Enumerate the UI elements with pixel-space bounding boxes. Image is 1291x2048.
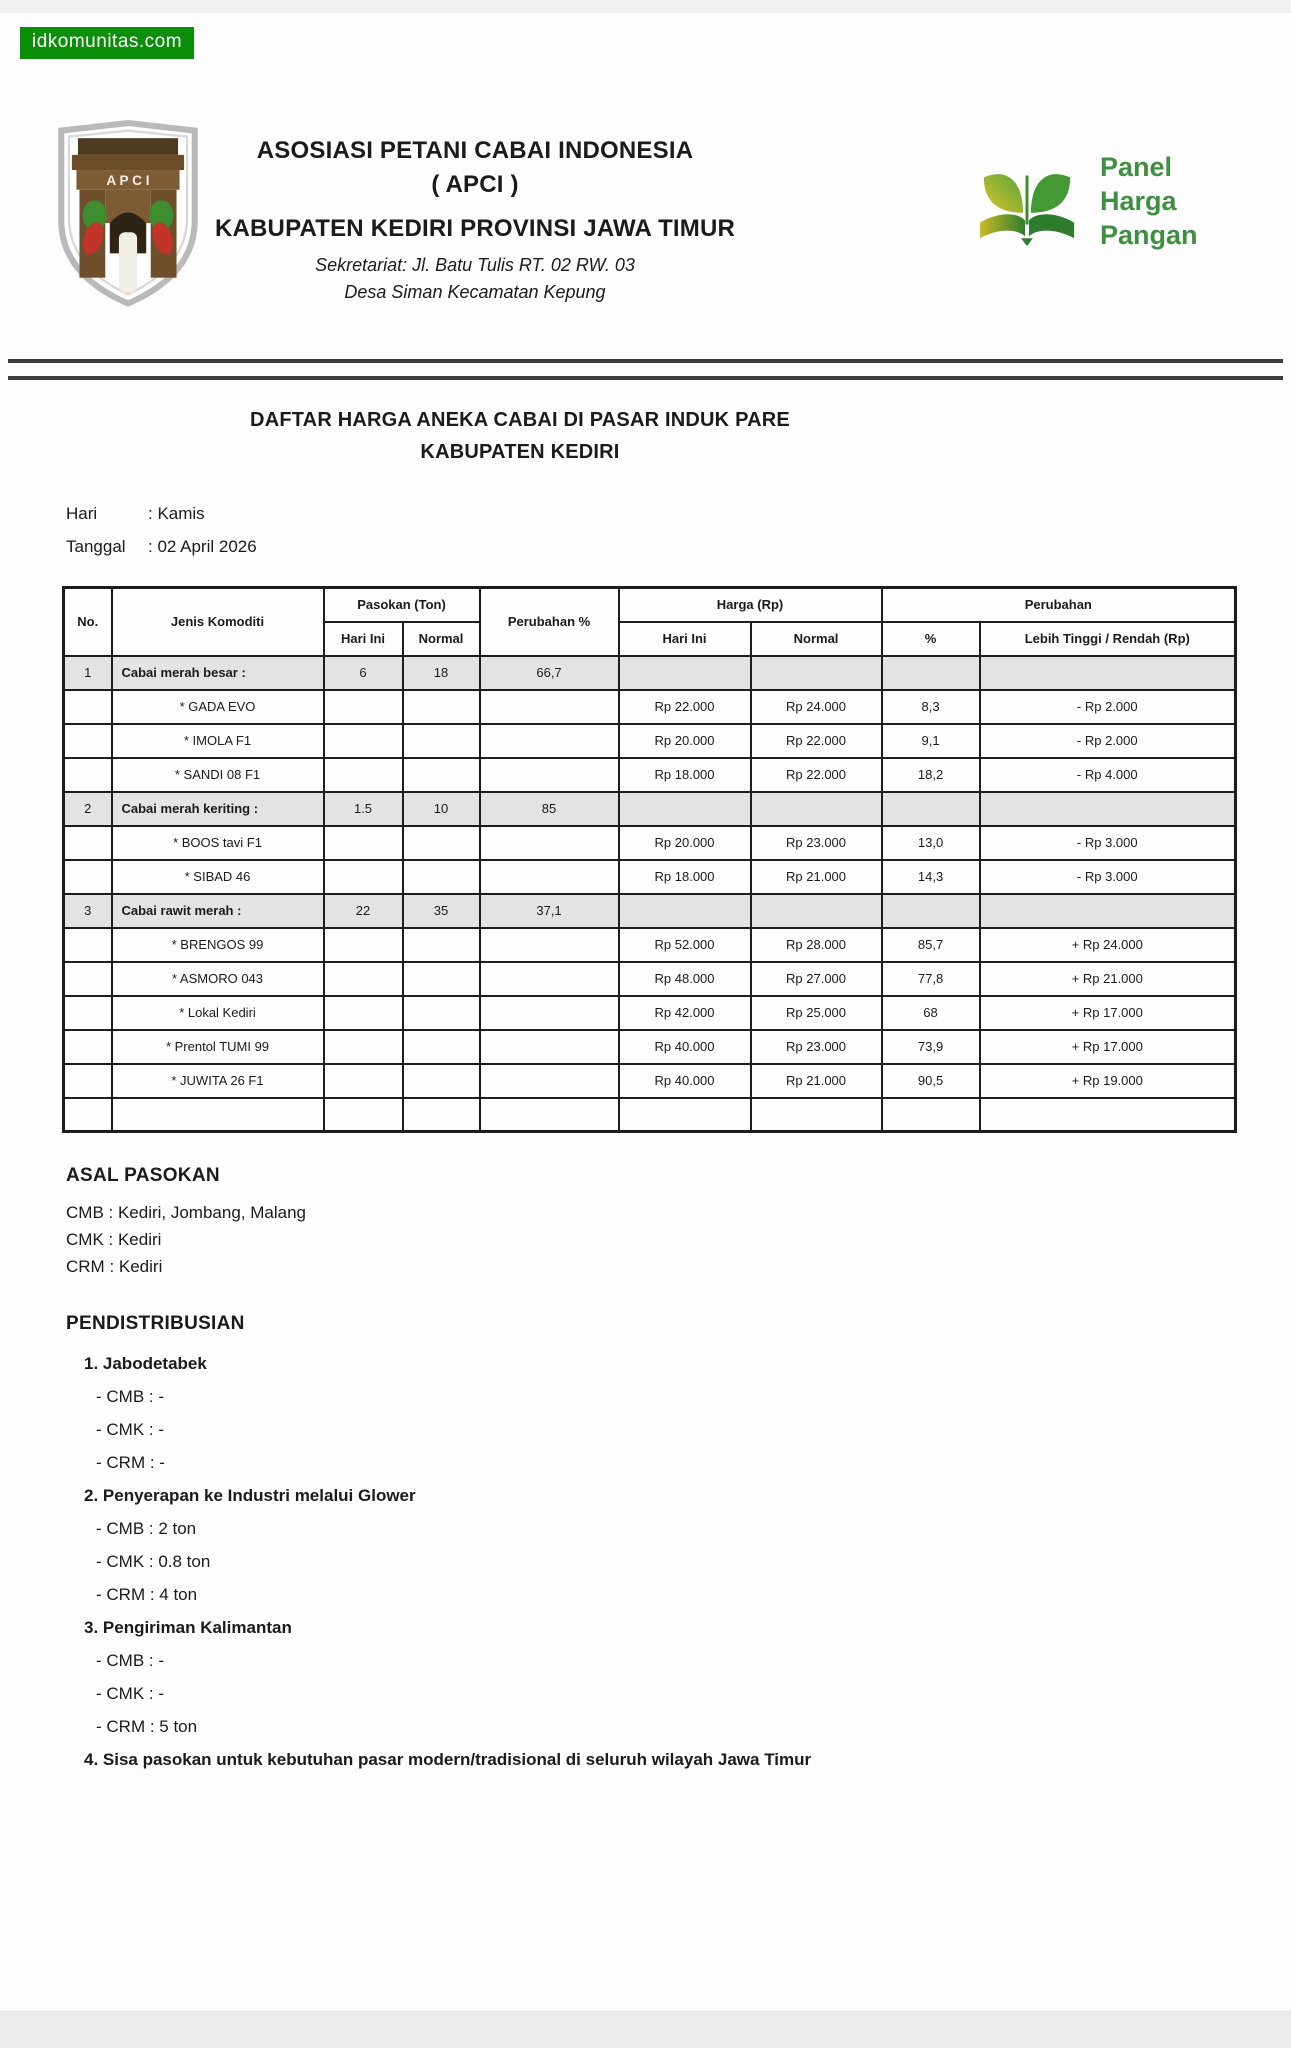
cell-diff: + Rp 21.000 — [980, 962, 1236, 996]
table-header-row-1 — [64, 588, 1236, 622]
org-name-line1: ASOSIASI PETANI CABAI INDONESIA — [256, 137, 694, 164]
document-title-line2: KABUPATEN KEDIRI — [420, 441, 620, 463]
cell-price-today: Rp 48.000 — [619, 962, 751, 996]
letterhead — [210, 136, 740, 306]
table-row — [64, 1030, 1236, 1064]
cell-supply-normal: 10 — [403, 792, 480, 826]
col-jenis-komoditi: Jenis Komoditi — [112, 588, 324, 656]
cell-pct — [882, 656, 980, 690]
cell-supply-change — [480, 724, 619, 758]
cell-no — [64, 826, 112, 860]
cell-commodity: * ASMORO 043 — [112, 962, 324, 996]
table-row-group — [64, 894, 1236, 928]
spacer-cell — [324, 1098, 403, 1132]
cell-supply-change — [480, 1030, 619, 1064]
cell-price-today: Rp 18.000 — [619, 758, 751, 792]
cell-pct: 9,1 — [882, 724, 980, 758]
col-harga-normal: Normal — [751, 622, 882, 656]
table-row — [64, 962, 1236, 996]
asal-pasokan-section — [66, 1165, 306, 1280]
cell-supply-today — [324, 724, 403, 758]
dist-item: - CRM : 5 ton — [96, 1717, 198, 1736]
table-row — [64, 724, 1236, 758]
cell-diff: + Rp 24.000 — [980, 928, 1236, 962]
cell-diff — [980, 894, 1236, 928]
panel-logo-line3: Pangan — [1100, 220, 1198, 250]
table-row — [64, 860, 1236, 894]
cell-supply-change — [480, 996, 619, 1030]
cell-pct: 8,3 — [882, 690, 980, 724]
cell-no — [64, 996, 112, 1030]
cell-commodity: * BOOS tavi F1 — [112, 826, 324, 860]
apci-shield-icon — [52, 120, 204, 308]
cell-no — [64, 928, 112, 962]
cell-pct — [882, 894, 980, 928]
cell-pct: 68 — [882, 996, 980, 1030]
col-pasokan-normal: Normal — [403, 622, 480, 656]
cell-supply-today — [324, 826, 403, 860]
cell-price-today — [619, 792, 751, 826]
org-region-line: KABUPATEN KEDIRI PROVINSI JAWA TIMUR — [214, 215, 736, 242]
cell-price-normal: Rp 27.000 — [751, 962, 882, 996]
dist-item: - CRM : - — [96, 1453, 165, 1472]
spacer-cell — [403, 1098, 480, 1132]
spacer-cell — [112, 1098, 324, 1132]
apci-logo-text: A P C I — [106, 173, 150, 189]
cell-commodity: * SANDI 08 F1 — [112, 758, 324, 792]
cell-supply-normal: 18 — [403, 656, 480, 690]
panel-harga-pangan-icon — [968, 148, 1086, 254]
watermark-badge: idkomunitas.com — [20, 27, 194, 59]
cell-price-normal — [751, 894, 882, 928]
dist-item: - CMK : - — [96, 1684, 164, 1703]
tanggal-value: : 02 April 2026 — [148, 536, 257, 556]
date-block — [66, 497, 257, 563]
table-row — [64, 826, 1236, 860]
cell-no — [64, 962, 112, 996]
cell-no — [64, 1064, 112, 1098]
cell-price-today: Rp 20.000 — [619, 724, 751, 758]
tanggal-label: Tanggal — [66, 536, 126, 556]
dist-item: - CRM : 4 ton — [96, 1585, 198, 1604]
apci-shield-logo — [52, 120, 204, 308]
document-title-line1: DAFTAR HARGA ANEKA CABAI DI PASAR INDUK PARE — [250, 409, 790, 431]
cell-price-normal: Rp 22.000 — [751, 758, 882, 792]
desa-line: Desa Siman Kecamatan Kepung — [344, 282, 606, 302]
cell-supply-normal — [403, 1030, 480, 1064]
cell-supply-change — [480, 826, 619, 860]
table-row — [64, 1064, 1236, 1098]
cell-price-today — [619, 656, 751, 690]
cell-supply-today: 6 — [324, 656, 403, 690]
sekretariat-line: Sekretariat: Jl. Batu Tulis RT. 02 RW. 03 — [315, 255, 635, 275]
table-row-group — [64, 792, 1236, 826]
spacer-cell — [64, 1098, 112, 1132]
cell-supply-normal — [403, 758, 480, 792]
table-row — [64, 758, 1236, 792]
cell-supply-change: 66,7 — [480, 656, 619, 690]
col-lebih-tinggi-rendah: Lebih Tinggi / Rendah (Rp) — [980, 622, 1236, 656]
cell-pct: 90,5 — [882, 1064, 980, 1098]
cell-price-today — [619, 894, 751, 928]
spacer-cell — [751, 1098, 882, 1132]
cell-commodity: Cabai rawit merah : — [112, 894, 324, 928]
cell-price-normal: Rp 24.000 — [751, 690, 882, 724]
cell-price-today: Rp 22.000 — [619, 690, 751, 724]
table-bottom-spacer-row — [64, 1098, 1236, 1132]
cell-supply-normal — [403, 826, 480, 860]
cell-supply-change — [480, 928, 619, 962]
spacer-cell — [480, 1098, 619, 1132]
cell-supply-normal — [403, 996, 480, 1030]
cell-supply-change — [480, 690, 619, 724]
tanggal-row — [66, 530, 257, 563]
cell-no: 2 — [64, 792, 112, 826]
cell-price-normal — [751, 656, 882, 690]
cell-supply-change — [480, 860, 619, 894]
cell-pct — [882, 792, 980, 826]
cell-commodity: * IMOLA F1 — [112, 724, 324, 758]
col-group-pasokan: Pasokan (Ton) — [324, 588, 480, 622]
cell-pct: 13,0 — [882, 826, 980, 860]
asal-cmb-line: CMB : Kediri, Jombang, Malang — [66, 1203, 306, 1222]
spacer-cell — [980, 1098, 1236, 1132]
dist-item-3: 3. Pengiriman Kalimantan — [84, 1618, 292, 1637]
dist-item: - CMK : - — [96, 1420, 164, 1439]
cell-supply-today — [324, 758, 403, 792]
asal-crm-line: CRM : Kediri — [66, 1257, 163, 1276]
cell-commodity: * JUWITA 26 F1 — [112, 1064, 324, 1098]
cell-diff: + Rp 19.000 — [980, 1064, 1236, 1098]
cell-price-normal: Rp 21.000 — [751, 860, 882, 894]
cell-diff: - Rp 2.000 — [980, 724, 1236, 758]
dist-item-4: 4. Sisa pasokan untuk kebutuhan pasar modern/tradisional di seluruh wilayah Jawa Timur — [84, 1750, 812, 1769]
letterhead-divider — [8, 359, 1283, 380]
scan-top-strip — [0, 0, 1291, 13]
cell-commodity: Cabai merah besar : — [112, 656, 324, 690]
cell-diff: - Rp 4.000 — [980, 758, 1236, 792]
cell-supply-normal — [403, 860, 480, 894]
cell-pct: 85,7 — [882, 928, 980, 962]
dist-item: - CMK : 0.8 ton — [96, 1552, 211, 1571]
cell-price-today: Rp 40.000 — [619, 1064, 751, 1098]
cell-commodity: * GADA EVO — [112, 690, 324, 724]
org-name-line2: ( APCI ) — [431, 171, 519, 198]
col-group-harga: Harga (Rp) — [619, 588, 882, 622]
cell-price-normal: Rp 28.000 — [751, 928, 882, 962]
cell-price-normal: Rp 21.000 — [751, 1064, 882, 1098]
dist-item: - CMB : - — [96, 1387, 164, 1406]
cell-price-today: Rp 40.000 — [619, 1030, 751, 1064]
cell-diff: + Rp 17.000 — [980, 996, 1236, 1030]
dist-item-2: 2. Penyerapan ke Industri melalui Glower — [84, 1486, 416, 1505]
dist-item: - CMB : 2 ton — [96, 1519, 197, 1538]
panel-logo-text — [1100, 150, 1198, 252]
cell-supply-normal: 35 — [403, 894, 480, 928]
cell-price-today: Rp 18.000 — [619, 860, 751, 894]
col-no: No. — [64, 588, 112, 656]
cell-diff — [980, 656, 1236, 690]
hari-label: Hari — [66, 503, 98, 523]
cell-price-normal: Rp 23.000 — [751, 1030, 882, 1064]
cell-supply-normal — [403, 962, 480, 996]
cell-no — [64, 724, 112, 758]
col-perubahan-pct: Perubahan % — [480, 588, 619, 656]
cell-supply-normal — [403, 724, 480, 758]
dist-item-1: 1. Jabodetabek — [84, 1354, 207, 1373]
cell-diff: - Rp 2.000 — [980, 690, 1236, 724]
col-group-perubahan: Perubahan — [882, 588, 1236, 622]
cell-price-normal — [751, 792, 882, 826]
cell-diff: - Rp 3.000 — [980, 826, 1236, 860]
cell-diff: + Rp 17.000 — [980, 1030, 1236, 1064]
cell-supply-change: 37,1 — [480, 894, 619, 928]
pendistribusian-section — [66, 1313, 811, 1776]
cell-price-today: Rp 52.000 — [619, 928, 751, 962]
cell-commodity: * Lokal Kediri — [112, 996, 324, 1030]
spacer-cell — [619, 1098, 751, 1132]
cell-supply-today: 1.5 — [324, 792, 403, 826]
cell-supply-normal — [403, 1064, 480, 1098]
cell-supply-today — [324, 1064, 403, 1098]
table-row — [64, 996, 1236, 1030]
cell-diff — [980, 792, 1236, 826]
hari-row — [66, 497, 257, 530]
cell-commodity: Cabai merah keriting : — [112, 792, 324, 826]
cell-no — [64, 1030, 112, 1064]
table-row-group — [64, 656, 1236, 690]
col-harga-hari-ini: Hari Ini — [619, 622, 751, 656]
cell-supply-change: 85 — [480, 792, 619, 826]
cell-price-normal: Rp 25.000 — [751, 996, 882, 1030]
cell-commodity: * BRENGOS 99 — [112, 928, 324, 962]
cell-no — [64, 690, 112, 724]
cell-supply-change — [480, 962, 619, 996]
cell-pct: 18,2 — [882, 758, 980, 792]
cell-price-today: Rp 20.000 — [619, 826, 751, 860]
cell-supply-normal — [403, 928, 480, 962]
cell-supply-today: 22 — [324, 894, 403, 928]
panel-harga-pangan-logo — [968, 148, 1198, 254]
dist-item: - CMB : - — [96, 1651, 164, 1670]
cell-no: 3 — [64, 894, 112, 928]
price-table — [62, 586, 1237, 1133]
table-row — [64, 690, 1236, 724]
cell-supply-change — [480, 1064, 619, 1098]
cell-pct: 77,8 — [882, 962, 980, 996]
cell-supply-change — [480, 758, 619, 792]
cell-supply-today — [324, 690, 403, 724]
cell-supply-today — [324, 962, 403, 996]
hari-value: : Kamis — [148, 503, 205, 523]
cell-diff: - Rp 3.000 — [980, 860, 1236, 894]
cell-commodity: * SIBAD 46 — [112, 860, 324, 894]
cell-no: 1 — [64, 656, 112, 690]
spacer-cell — [882, 1098, 980, 1132]
pendistribusian-heading: PENDISTRIBUSIAN — [66, 1313, 245, 1334]
cell-supply-normal — [403, 690, 480, 724]
col-pasokan-hari-ini: Hari Ini — [324, 622, 403, 656]
table-row — [64, 928, 1236, 962]
cell-supply-today — [324, 996, 403, 1030]
panel-logo-line2: Harga — [1100, 186, 1177, 216]
panel-logo-line1: Panel — [1100, 152, 1173, 182]
cell-pct: 14,3 — [882, 860, 980, 894]
cell-price-today: Rp 42.000 — [619, 996, 751, 1030]
cell-supply-today — [324, 860, 403, 894]
cell-commodity: * Prentol TUMI 99 — [112, 1030, 324, 1064]
cell-price-normal: Rp 23.000 — [751, 826, 882, 860]
cell-supply-today — [324, 928, 403, 962]
document-title — [0, 404, 1040, 468]
scan-bottom-bar — [0, 2011, 1291, 2048]
asal-pasokan-heading: ASAL PASOKAN — [66, 1165, 220, 1186]
cell-no — [64, 860, 112, 894]
asal-cmk-line: CMK : Kediri — [66, 1230, 162, 1249]
cell-price-normal: Rp 22.000 — [751, 724, 882, 758]
cell-no — [64, 758, 112, 792]
cell-supply-today — [324, 1030, 403, 1064]
cell-pct: 73,9 — [882, 1030, 980, 1064]
col-pct: % — [882, 622, 980, 656]
